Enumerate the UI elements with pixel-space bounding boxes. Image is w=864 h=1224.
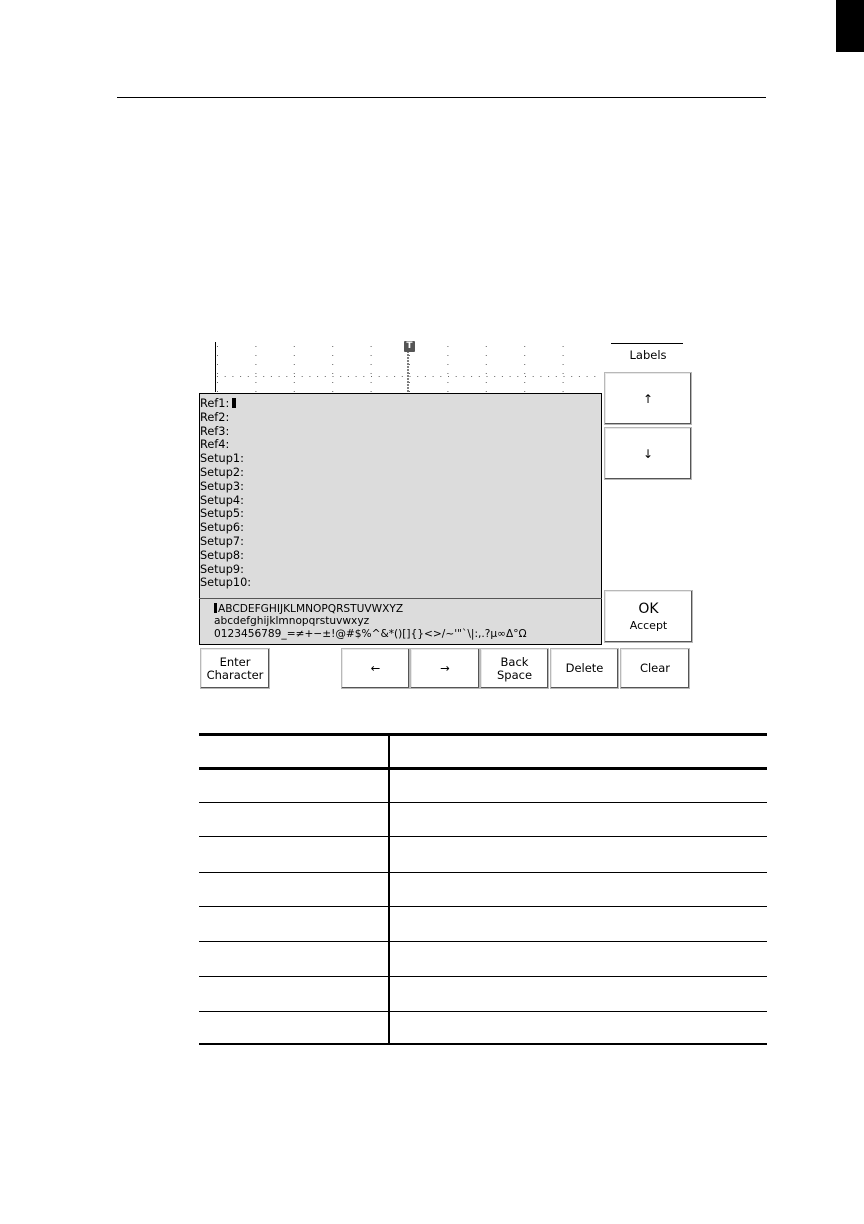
table-row-rule bbox=[199, 941, 767, 942]
page-tab-marker bbox=[836, 0, 864, 52]
label-item-setup1[interactable]: Setup1: bbox=[200, 452, 244, 466]
label-item-setup2[interactable]: Setup2: bbox=[200, 465, 244, 479]
delete-button[interactable]: Delete bbox=[550, 648, 619, 689]
label-item-setup10[interactable]: Setup10: bbox=[200, 576, 252, 590]
reference-table bbox=[199, 733, 767, 1045]
label-item-setup7[interactable]: Setup7: bbox=[200, 534, 244, 548]
label-item-setup5[interactable]: Setup5: bbox=[200, 507, 244, 521]
arrow-down-icon: ↓ bbox=[642, 446, 654, 461]
label-item-setup3[interactable]: Setup3: bbox=[200, 479, 244, 493]
text-cursor-icon bbox=[232, 398, 236, 408]
accept-label: Accept bbox=[629, 618, 668, 632]
table-top-rule bbox=[199, 733, 767, 736]
scroll-down-button[interactable] bbox=[604, 427, 692, 480]
table-row-rule bbox=[199, 906, 767, 907]
table-row-rule bbox=[199, 802, 767, 803]
charset-symbols[interactable]: 0123456789_=≠+−±!@#$%^&*()[]{}<>/~'"`\|:,.?μ∞Δ°Ω bbox=[214, 627, 527, 640]
trigger-position-marker: T bbox=[404, 341, 415, 352]
ok-accept-button[interactable] bbox=[604, 590, 693, 643]
ok-label: OK bbox=[638, 600, 659, 617]
table-bottom-rule bbox=[199, 1043, 767, 1045]
cursor-right-button[interactable] bbox=[410, 648, 480, 689]
side-menu-title: Labels bbox=[629, 348, 667, 362]
charset-lowercase[interactable]: abcdefghijklmnopqrstuvwxyz bbox=[214, 615, 370, 628]
character-set[interactable] bbox=[214, 603, 527, 640]
table-row-rule bbox=[199, 872, 767, 873]
label-item-setup9[interactable]: Setup9: bbox=[200, 562, 244, 576]
label-item-ref3[interactable]: Ref3: bbox=[200, 424, 230, 438]
table-row-rule bbox=[199, 1011, 767, 1012]
table-header-rule bbox=[199, 767, 767, 770]
cursor-left-button[interactable] bbox=[341, 648, 410, 689]
label-item-ref2[interactable]: Ref2: bbox=[200, 410, 230, 424]
table-column-rule bbox=[388, 733, 390, 1045]
arrow-left-icon: ← bbox=[370, 661, 381, 675]
side-menu-title-rule bbox=[611, 343, 683, 344]
label-item-ref4[interactable]: Ref4: bbox=[200, 438, 230, 452]
label-item-setup4[interactable]: Setup4: bbox=[200, 493, 244, 507]
arrow-right-icon: → bbox=[440, 661, 450, 675]
label-item-setup6[interactable]: Setup6: bbox=[200, 521, 244, 535]
label-list bbox=[200, 397, 251, 590]
charset-uppercase[interactable]: ABCDEFGHIJKLMNOPQRSTUVWXYZ bbox=[214, 603, 527, 615]
clear-button[interactable]: Clear bbox=[620, 648, 690, 689]
header-rule bbox=[117, 97, 766, 98]
label-item-setup8[interactable]: Setup8: bbox=[200, 548, 244, 562]
table-row-rule bbox=[199, 976, 767, 977]
enter-character-button[interactable]: Enter Character bbox=[200, 648, 270, 689]
label-item-ref1[interactable]: Ref1: bbox=[200, 397, 251, 411]
scroll-up-button[interactable] bbox=[604, 372, 692, 425]
character-set-divider bbox=[199, 598, 602, 599]
table-row-rule bbox=[199, 836, 767, 837]
char-select-cursor-icon bbox=[214, 603, 217, 613]
back-space-button[interactable]: Back Space bbox=[480, 648, 549, 689]
arrow-up-icon: ↑ bbox=[642, 391, 654, 406]
